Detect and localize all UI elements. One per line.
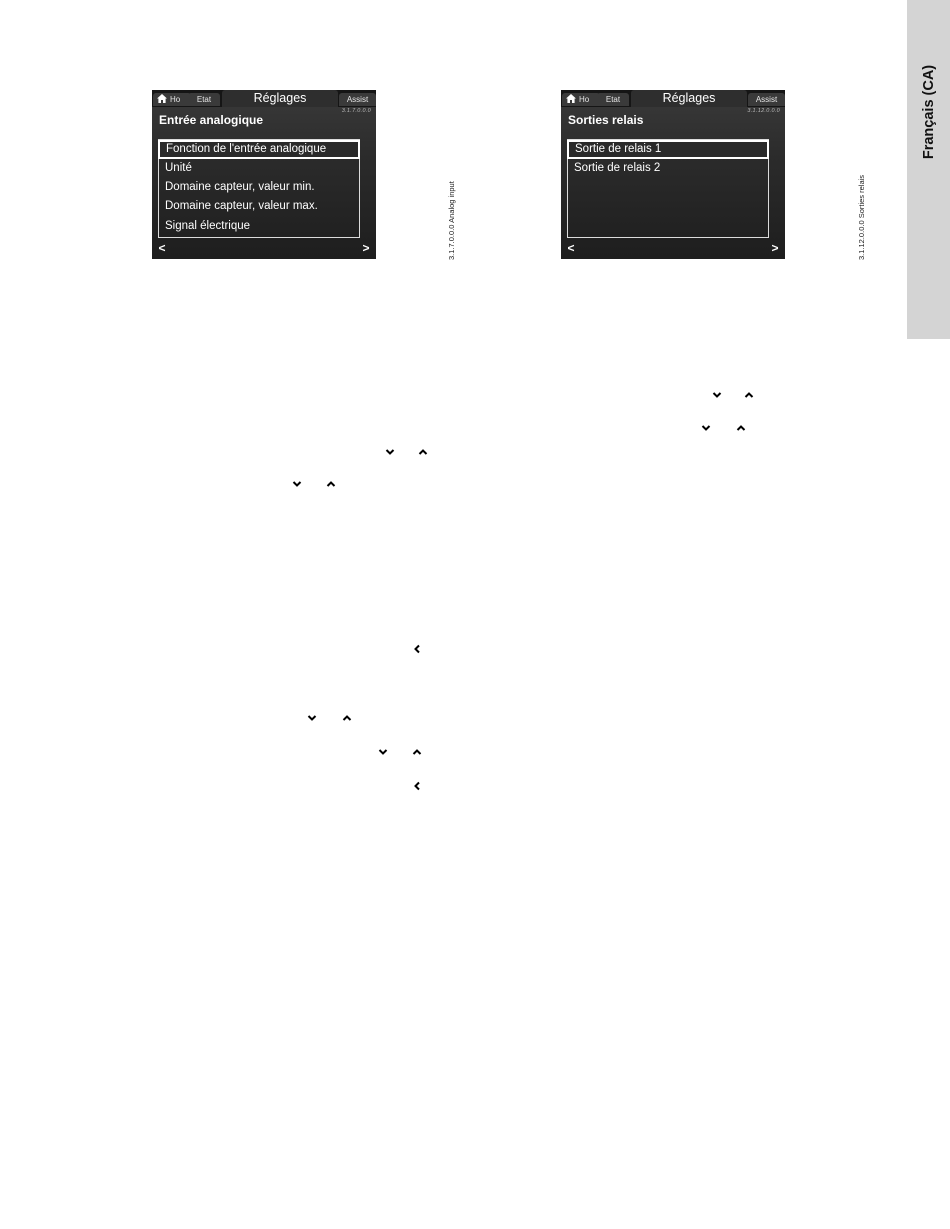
menu-item[interactable]: Domaine capteur, valeur min. xyxy=(165,181,315,193)
chevron-left-icon xyxy=(411,780,423,792)
chevron-up-icon xyxy=(341,712,353,724)
tab-etat[interactable]: Etat xyxy=(188,93,220,106)
tab-etat[interactable]: Etat xyxy=(597,93,629,106)
display-screen-analog-input xyxy=(152,90,376,259)
tab-assist[interactable]: Assist xyxy=(748,93,785,106)
menu-title: Sorties relais xyxy=(568,113,644,127)
menu-item[interactable]: Sortie de relais 2 xyxy=(574,162,661,174)
tab-bar xyxy=(152,90,376,107)
chevron-right-icon[interactable]: > xyxy=(362,241,370,255)
chevron-left-icon[interactable]: < xyxy=(158,241,166,255)
menu-code: 3.1.12.0.0.0 xyxy=(747,108,780,114)
chevron-down-icon xyxy=(377,746,389,758)
language-label: Français (CA) xyxy=(920,64,937,160)
chevron-up-icon xyxy=(417,446,429,458)
chevron-down-icon xyxy=(711,389,723,401)
menu-item[interactable]: Sortie de relais 1 xyxy=(567,140,769,159)
menu-title: Entrée analogique xyxy=(159,113,264,127)
chevron-up-icon xyxy=(735,422,747,434)
figure-caption: 3.1.7.0.0.0 Analog input xyxy=(447,181,456,260)
language-side-tab xyxy=(907,0,950,339)
menu-item[interactable]: Signal électrique xyxy=(165,220,251,232)
chevron-right-icon[interactable]: > xyxy=(771,241,779,255)
chevron-up-icon xyxy=(411,746,423,758)
chevron-left-icon xyxy=(411,643,423,655)
menu-item[interactable]: Fonction de l'entrée analogique xyxy=(158,140,360,159)
tab-assist[interactable]: Assist xyxy=(339,93,376,106)
tab-home[interactable]: Ho xyxy=(562,93,600,106)
home-icon xyxy=(157,94,167,103)
display-screen-relay-outputs xyxy=(561,90,785,259)
tab-reglages[interactable]: Réglages xyxy=(631,90,747,107)
menu-code: 3.1.7.0.0.0 xyxy=(341,108,371,114)
chevron-down-icon xyxy=(700,422,712,434)
home-icon xyxy=(566,94,576,103)
chevron-up-icon xyxy=(325,478,337,490)
chevron-down-icon xyxy=(291,478,303,490)
chevron-left-icon[interactable]: < xyxy=(567,241,575,255)
chevron-down-icon xyxy=(306,712,318,724)
chevron-up-icon xyxy=(743,389,755,401)
tab-bar xyxy=(561,90,785,107)
menu-item[interactable]: Domaine capteur, valeur max. xyxy=(165,200,318,212)
menu-item[interactable]: Unité xyxy=(165,162,192,174)
tab-reglages[interactable]: Réglages xyxy=(222,90,338,107)
tab-home[interactable]: Ho xyxy=(153,93,191,106)
chevron-down-icon xyxy=(384,446,396,458)
figure-caption: 3.1.12.0.0.0 Sorties relais xyxy=(857,174,866,260)
